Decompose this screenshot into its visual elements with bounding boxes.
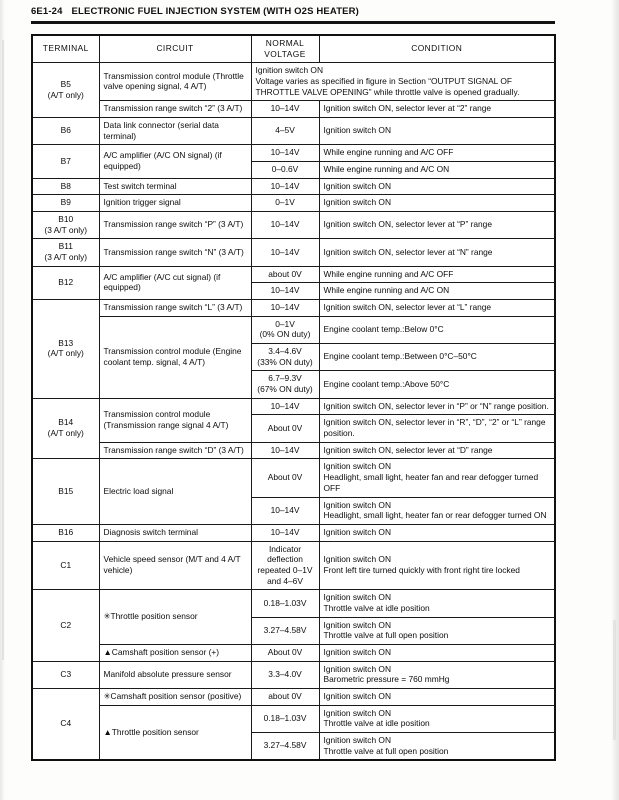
cell-condition-b10: Ignition switch ON, selector lever at “P” range — [319, 212, 555, 239]
cell-condition-b15-2 — [319, 497, 555, 524]
cell-terminal-b13 — [32, 300, 99, 399]
cell-voltage-c4a: about 0V — [251, 688, 319, 705]
cell-voltage-b5b: 10–14V — [251, 101, 319, 118]
cell-voltage-b13b1 — [251, 316, 319, 343]
cell-voltage-b14a1: 10–14V — [251, 398, 319, 415]
terminal-voltage-table — [31, 34, 556, 761]
cell-voltage-c3: 3.3–4.0V — [251, 661, 319, 688]
voltage-b13b3-line2: (67% ON duty) — [257, 384, 313, 395]
cell-voltage-b15-1: About 0V — [251, 459, 319, 497]
terminal-b10-line2: (3 A/T only) — [44, 224, 88, 235]
condition-b5a-line2: Voltage varies as specified in figure in Section “OUTPUT SIGNAL OF THROTTLE VALVE OPENING” while throttle valve is opened gradually. — [255, 76, 520, 97]
col-header-condition: CONDITION — [319, 35, 555, 63]
table-row — [32, 239, 555, 266]
condition-b15-2-line1: Ignition switch ON — [323, 499, 391, 510]
cell-terminal-b14 — [32, 398, 99, 459]
cell-voltage-b7-1: 10–14V — [251, 145, 319, 162]
cell-circuit-b16: Diagnosis switch terminal — [99, 524, 251, 541]
condition-c2a2-line1: Ignition switch ON — [323, 619, 391, 630]
col-header-voltage-line2: VOLTAGE — [264, 48, 306, 59]
cell-voltage-b9: 0–1V — [251, 195, 319, 212]
cell-voltage-b14b: 10–14V — [251, 442, 319, 459]
condition-b15-2-line2: Headlight, small light, heater fan or rear defogger turned ON — [323, 510, 547, 521]
table-row — [32, 705, 555, 732]
table-row — [32, 316, 555, 343]
cell-condition-b14a2: Ignition switch ON, selector lever in “R”, “D”, “2” or “L” range position. — [319, 415, 555, 442]
condition-c2a2-line2: Throttle valve at full open position — [323, 630, 449, 641]
cell-condition-b13b1: Engine coolant temp.:Below 0°C — [319, 316, 555, 343]
condition-c4b2-line2: Throttle valve at full open position — [323, 745, 449, 756]
cell-voltage-b12-1: about 0V — [251, 266, 319, 283]
cell-condition-b15-1 — [319, 459, 555, 497]
cell-circuit-b9: Ignition trigger signal — [99, 195, 251, 212]
terminal-b11-line1: B11 — [58, 241, 73, 252]
cell-terminal-b12: B12 — [32, 266, 99, 299]
voltage-b13b3-line1: 6.7–9.3V — [268, 373, 302, 384]
cell-voltage-b10: 10–14V — [251, 212, 319, 239]
cell-voltage-b13b3 — [251, 371, 319, 398]
scan-artifact-fleck-right — [613, 620, 616, 740]
voltage-b13b2-line2: (33% ON duty) — [257, 356, 313, 367]
cell-terminal-b5 — [32, 63, 99, 118]
cell-condition-b14b: Ignition switch ON, selector lever at “D” range — [319, 442, 555, 459]
cell-voltage-b16: 10–14V — [251, 524, 319, 541]
table-row — [32, 195, 555, 212]
cell-circuit-b15: Electric load signal — [99, 459, 251, 524]
cell-condition-b7-2: While engine running and A/C ON — [319, 162, 555, 179]
terminal-b14-line2: (A/T only) — [47, 428, 84, 439]
cell-condition-c4b2 — [319, 732, 555, 760]
condition-c2a1-line2: Throttle valve at idle position — [323, 602, 430, 613]
cell-condition-c2a2 — [319, 617, 555, 644]
table-row — [32, 541, 555, 590]
cell-condition-b8: Ignition switch ON — [319, 178, 555, 195]
terminal-b14-line1: B14 — [58, 417, 74, 428]
col-header-normal-voltage — [251, 35, 319, 63]
condition-c3-line1: Ignition switch ON — [323, 663, 391, 674]
cell-circuit-b13a: Transmission range switch “L” (3 A/T) — [99, 300, 251, 317]
cell-voltage-b13a: 10–14V — [251, 300, 319, 317]
table-row — [32, 118, 555, 145]
cell-circuit-b14a: Transmission control module (Transmission range signal 4 A/T) — [99, 398, 251, 442]
table-row — [32, 590, 555, 617]
voltage-b13b2-line1: 3.4–4.6V — [268, 346, 302, 357]
condition-c4b2-line1: Ignition switch ON — [323, 734, 391, 745]
table-row — [32, 398, 555, 415]
cell-condition-c2b: Ignition switch ON — [319, 644, 555, 661]
cell-condition-c1 — [319, 541, 555, 590]
condition-c2a1-line1: Ignition switch ON — [323, 592, 391, 603]
table-row — [32, 145, 555, 162]
cell-circuit-b6: Data link connector (serial data terminal) — [99, 118, 251, 145]
table-row — [32, 644, 555, 661]
table-row — [32, 300, 555, 317]
cell-voltage-b8: 10–14V — [251, 178, 319, 195]
table-row — [32, 212, 555, 239]
voltage-b13b1-line1: 0–1V — [275, 318, 295, 329]
cell-voltage-b13b2 — [251, 344, 319, 371]
cell-condition-b12-2: While engine running and A/C ON — [319, 283, 555, 300]
table-row — [32, 524, 555, 541]
cell-terminal-b8: B8 — [32, 178, 99, 195]
cell-condition-c4b1 — [319, 705, 555, 732]
cell-circuit-b11: Transmission range switch “N” (3 A/T) — [99, 239, 251, 266]
cell-circuit-b12: A/C amplifier (A/C cut signal) (if equipped) — [99, 266, 251, 299]
cell-condition-b5b: Ignition switch ON, selector lever at “2” range — [319, 101, 555, 118]
cell-condition-b14a1: Ignition switch ON, selector lever in “P” or “N” range position. — [319, 398, 555, 415]
col-header-terminal: TERMINAL — [32, 35, 99, 63]
cell-terminal-b11 — [32, 239, 99, 266]
terminal-b13-line1: B13 — [58, 337, 74, 348]
cell-condition-c4a: Ignition switch ON — [319, 688, 555, 705]
cell-voltage-b11: 10–14V — [251, 239, 319, 266]
cell-condition-c2a1 — [319, 590, 555, 617]
col-header-voltage-line1: NORMAL — [265, 38, 305, 48]
cell-voltage-c4b1: 0.18–1.03V — [251, 705, 319, 732]
cell-voltage-c4b2: 3.27–4.58V — [251, 732, 319, 760]
cell-voltage-b12-2: 10–14V — [251, 283, 319, 300]
table-row — [32, 178, 555, 195]
table-row — [32, 266, 555, 283]
cell-terminal-c1: C1 — [32, 541, 99, 590]
cell-circuit-c2a: ✳Throttle position sensor — [99, 590, 251, 645]
table-row — [32, 442, 555, 459]
header-rule — [31, 21, 555, 24]
cell-terminal-c3: C3 — [32, 661, 99, 688]
voltage-b13b1-line2: (0% ON duty) — [259, 329, 311, 340]
cell-terminal-c2: C2 — [32, 590, 99, 661]
cell-circuit-c4a: ✳Camshaft position sensor (positive) — [99, 688, 251, 705]
table-row — [32, 688, 555, 705]
cell-circuit-c4b: ▲Throttle position sensor — [99, 705, 251, 760]
terminal-b11-line2: (3 A/T only) — [44, 252, 88, 263]
cell-voltage-b15-2: 10–14V — [251, 497, 319, 524]
page-title: ELECTRONIC FUEL INJECTION SYSTEM (WITH O2S HEATER) — [71, 6, 359, 17]
cell-terminal-b15: B15 — [32, 459, 99, 524]
condition-b15-1-line2: Headlight, small light, heater fan and rear defogger turned OFF — [323, 472, 539, 493]
page-folio: 6E1-24 — [31, 6, 63, 17]
cell-circuit-b5a: Transmission control module (Throttle valve opening signal, 4 A/T) — [99, 63, 251, 101]
condition-c4b1-line1: Ignition switch ON — [323, 707, 391, 718]
condition-c4b1-line2: Throttle valve at idle position — [323, 718, 430, 729]
cell-terminal-b9: B9 — [32, 195, 99, 212]
table-row — [32, 661, 555, 688]
cell-voltage-c2a1: 0.18–1.03V — [251, 590, 319, 617]
condition-c3-line2: Barometric pressure = 760 mmHg — [323, 674, 450, 685]
cell-condition-b5a — [251, 63, 555, 101]
cell-voltage-c2a2: 3.27–4.58V — [251, 617, 319, 644]
table-row — [32, 63, 555, 101]
cell-voltage-b7-2: 0–0.6V — [251, 162, 319, 179]
terminal-b10-line1: B10 — [58, 214, 74, 225]
page-header — [31, 6, 561, 17]
cell-circuit-c3: Manifold absolute pressure sensor — [99, 661, 251, 688]
condition-b5a-line1: Ignition switch ON — [255, 65, 323, 76]
cell-terminal-b6: B6 — [32, 118, 99, 145]
terminal-b13-line2: (A/T only) — [47, 348, 84, 359]
cell-circuit-c2b: ▲Camshaft position sensor (+) — [99, 644, 251, 661]
cell-condition-b16: Ignition switch ON — [319, 524, 555, 541]
cell-condition-c3 — [319, 661, 555, 688]
cell-circuit-c1: Vehicle speed sensor (M/T and 4 A/T vehicle) — [99, 541, 251, 590]
cell-condition-b6: Ignition switch ON — [319, 118, 555, 145]
cell-voltage-c1: Indicator deflection repeated 0–1V and 4–6V — [251, 541, 319, 590]
cell-circuit-b13b: Transmission control module (Engine coolant temp. signal, 4 A/T) — [99, 316, 251, 398]
table-row — [32, 101, 555, 118]
condition-c1-line1: Ignition switch ON — [323, 554, 391, 565]
cell-condition-b12-1: While engine running and A/C OFF — [319, 266, 555, 283]
cell-circuit-b14b: Transmission range switch “D” (3 A/T) — [99, 442, 251, 459]
cell-circuit-b5b: Transmission range switch “2” (3 A/T) — [99, 101, 251, 118]
cell-condition-b13b3: Engine coolant temp.:Above 50°C — [319, 371, 555, 398]
cell-terminal-b7: B7 — [32, 145, 99, 178]
col-header-circuit: CIRCUIT — [99, 35, 251, 63]
cell-condition-b13a: Ignition switch ON, selector lever at “L” range — [319, 300, 555, 317]
scan-artifact-fleck-left — [2, 40, 4, 660]
cell-condition-b7-1: While engine running and A/C OFF — [319, 145, 555, 162]
terminal-b5-line1: B5 — [60, 79, 71, 90]
terminal-b5-line2: (A/T only) — [47, 89, 84, 100]
cell-circuit-b8: Test switch terminal — [99, 178, 251, 195]
cell-voltage-b14a2: About 0V — [251, 415, 319, 442]
cell-voltage-b6: 4–5V — [251, 118, 319, 145]
cell-terminal-b10 — [32, 212, 99, 239]
terminal-voltage-table-wrapper — [31, 34, 554, 761]
table-row — [32, 459, 555, 497]
condition-b15-1-line1: Ignition switch ON — [323, 461, 391, 472]
cell-terminal-c4: C4 — [32, 688, 99, 760]
cell-condition-b9: Ignition switch ON — [319, 195, 555, 212]
cell-circuit-b10: Transmission range switch “P” (3 A/T) — [99, 212, 251, 239]
cell-terminal-b16: B16 — [32, 524, 99, 541]
cell-condition-b11: Ignition switch ON, selector lever at “N” range — [319, 239, 555, 266]
table-header-row — [32, 35, 555, 63]
cell-voltage-c2b: About 0V — [251, 644, 319, 661]
cell-circuit-b7: A/C amplifier (A/C ON signal) (if equipped) — [99, 145, 251, 178]
condition-c1-line2: Front left tire turned quickly with front right tire locked — [323, 564, 520, 575]
cell-condition-b13b2: Engine coolant temp.:Between 0°C–50°C — [319, 344, 555, 371]
